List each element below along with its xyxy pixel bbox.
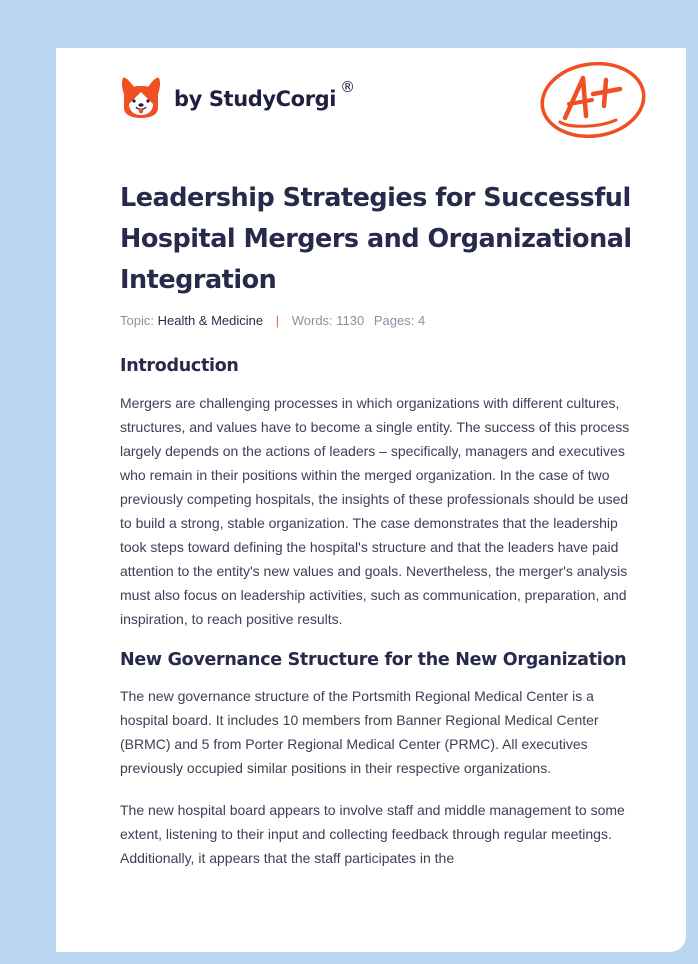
section-heading-governance: New Governance Structure for the New Organization xyxy=(120,650,627,670)
document-content xyxy=(120,178,632,870)
pages-label: Pages: xyxy=(373,313,415,328)
topic-label: Topic: xyxy=(120,313,154,328)
studycorgi-logo[interactable] xyxy=(120,74,355,120)
a-plus-grade-icon xyxy=(538,58,648,140)
words-label: Words: xyxy=(291,313,333,328)
logo-text: by StudyCorgi xyxy=(174,87,337,111)
corgi-icon xyxy=(120,74,162,120)
registered-mark: ® xyxy=(340,78,356,96)
document-title: Leadership Strategies for Successful Hospital Mergers and Organizational Integration xyxy=(120,183,632,295)
section-heading-introduction: Introduction xyxy=(120,356,239,376)
paragraph: Mergers are challenging processes in which organizations with different cultures, structures, and values have to become a single entity. The success of this process largely depends on the actions of leaders – specifically, managers and executives who remain in their positions within the merged organization. In the case of two previously competing hospitals, the insights of these professionals should be used to build a strong, stable organization. The case demonstrates that the leadership took steps toward defining the hospital's structure and that the leaders have paid attention to the entity's new values and goals. Nevertheless, the merger's analysis must also focus on leadership activities, such as communication, preparation, and inspiration, to reach positive results. xyxy=(120,395,630,627)
paragraph: The new hospital board appears to involve staff and middle management to some extent, listening to their input and collecting feedback through regular meetings. Additionally, it appears that the staff participates in the xyxy=(120,802,625,866)
words-value: 1130 xyxy=(336,313,365,328)
document-card xyxy=(56,48,686,952)
pages-value: 4 xyxy=(418,313,426,328)
page-header xyxy=(56,48,686,158)
document-meta xyxy=(120,313,632,328)
meta-separator: | xyxy=(275,313,280,328)
topic-link[interactable]: Health & Medicine xyxy=(157,313,264,328)
paragraph: The new governance structure of the Portsmith Regional Medical Center is a hospital board. It includes 10 members from Banner Regional Medical Center (BRMC) and 5 from Porter Regional Medical Center (PRMC). All executives previously occupied similar positions in their respective organizations. xyxy=(120,688,599,776)
